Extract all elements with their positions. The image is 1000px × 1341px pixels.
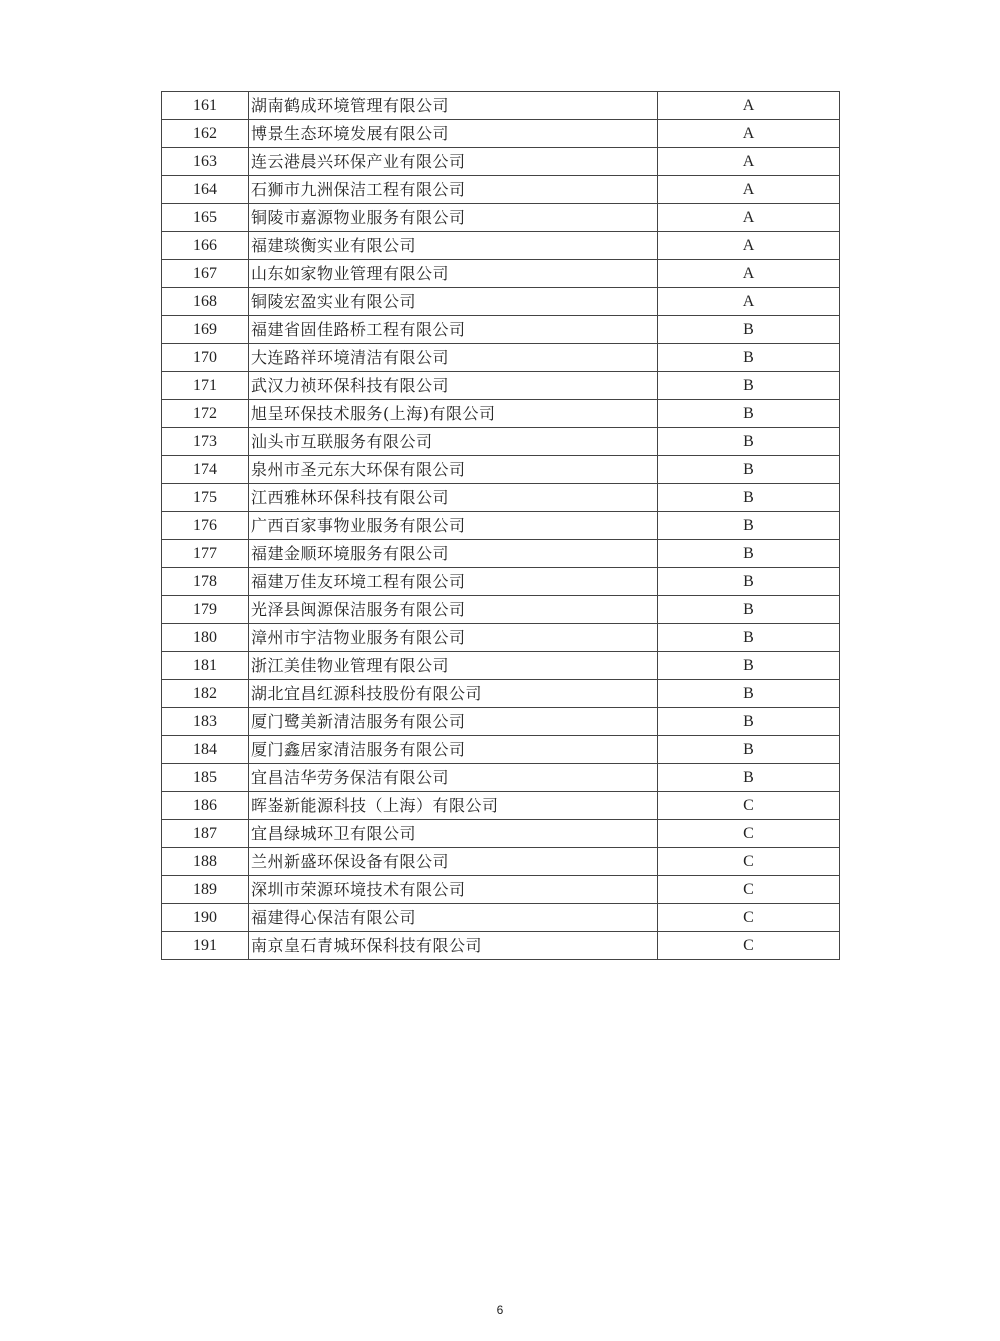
row-number-cell: 169 <box>162 316 249 344</box>
grade-cell: B <box>658 540 840 568</box>
company-name-cell: 连云港晨兴环保产业有限公司 <box>249 148 658 176</box>
table-row <box>162 848 840 876</box>
company-name-cell: 石狮市九洲保洁工程有限公司 <box>249 176 658 204</box>
grade-cell: B <box>658 652 840 680</box>
grade-cell: B <box>658 708 840 736</box>
grade-cell: A <box>658 120 840 148</box>
table-row <box>162 484 840 512</box>
grade-cell: C <box>658 820 840 848</box>
company-name-cell: 福建万佳友环境工程有限公司 <box>249 568 658 596</box>
grade-cell: B <box>658 428 840 456</box>
company-name-cell: 福建省固佳路桥工程有限公司 <box>249 316 658 344</box>
table-row <box>162 624 840 652</box>
table-row <box>162 680 840 708</box>
table-row <box>162 596 840 624</box>
row-number-cell: 172 <box>162 400 249 428</box>
company-name-cell: 福建琰衡实业有限公司 <box>249 232 658 260</box>
company-name-cell: 南京皇石青城环保科技有限公司 <box>249 932 658 960</box>
row-number-cell: 184 <box>162 736 249 764</box>
table-row <box>162 400 840 428</box>
company-name-cell: 湖南鹤成环境管理有限公司 <box>249 92 658 120</box>
grade-cell: B <box>658 568 840 596</box>
company-name-cell: 宜昌绿城环卫有限公司 <box>249 820 658 848</box>
row-number-cell: 162 <box>162 120 249 148</box>
row-number-cell: 188 <box>162 848 249 876</box>
grade-cell: C <box>658 904 840 932</box>
company-name-cell: 浙江美佳物业管理有限公司 <box>249 652 658 680</box>
company-name-cell: 山东如家物业管理有限公司 <box>249 260 658 288</box>
row-number-cell: 190 <box>162 904 249 932</box>
table-row <box>162 512 840 540</box>
table-row <box>162 568 840 596</box>
grade-cell: B <box>658 456 840 484</box>
table-row <box>162 428 840 456</box>
row-number-cell: 180 <box>162 624 249 652</box>
grade-cell: B <box>658 484 840 512</box>
company-name-cell: 铜陵市嘉源物业服务有限公司 <box>249 204 658 232</box>
grade-cell: C <box>658 848 840 876</box>
table-row <box>162 148 840 176</box>
grade-cell: A <box>658 92 840 120</box>
company-name-cell: 汕头市互联服务有限公司 <box>249 428 658 456</box>
grade-cell: B <box>658 764 840 792</box>
row-number-cell: 176 <box>162 512 249 540</box>
company-name-cell: 大连路祥环境清洁有限公司 <box>249 344 658 372</box>
row-number-cell: 178 <box>162 568 249 596</box>
grade-cell: B <box>658 512 840 540</box>
company-name-cell: 博景生态环境发展有限公司 <box>249 120 658 148</box>
grade-cell: B <box>658 400 840 428</box>
grade-cell: A <box>658 176 840 204</box>
grade-cell: C <box>658 932 840 960</box>
table-row <box>162 820 840 848</box>
company-name-cell: 晖崟新能源科技（上海）有限公司 <box>249 792 658 820</box>
row-number-cell: 167 <box>162 260 249 288</box>
table-row <box>162 316 840 344</box>
grade-cell: A <box>658 232 840 260</box>
company-name-cell: 福建金顺环境服务有限公司 <box>249 540 658 568</box>
company-name-cell: 光泽县闽源保洁服务有限公司 <box>249 596 658 624</box>
company-name-cell: 宜昌洁华劳务保洁有限公司 <box>249 764 658 792</box>
row-number-cell: 166 <box>162 232 249 260</box>
table-row <box>162 120 840 148</box>
table-row <box>162 232 840 260</box>
table-row <box>162 652 840 680</box>
grade-cell: A <box>658 204 840 232</box>
company-name-cell: 福建得心保洁有限公司 <box>249 904 658 932</box>
grade-cell: B <box>658 624 840 652</box>
table-row <box>162 792 840 820</box>
table-row <box>162 876 840 904</box>
table-row <box>162 288 840 316</box>
company-name-cell: 漳州市宇洁物业服务有限公司 <box>249 624 658 652</box>
company-name-cell: 厦门鑫居家清洁服务有限公司 <box>249 736 658 764</box>
row-number-cell: 164 <box>162 176 249 204</box>
table-row <box>162 932 840 960</box>
grade-cell: C <box>658 876 840 904</box>
row-number-cell: 189 <box>162 876 249 904</box>
row-number-cell: 179 <box>162 596 249 624</box>
table-row <box>162 456 840 484</box>
company-name-cell: 广西百家事物业服务有限公司 <box>249 512 658 540</box>
table-row <box>162 204 840 232</box>
grade-cell: B <box>658 680 840 708</box>
row-number-cell: 186 <box>162 792 249 820</box>
row-number-cell: 177 <box>162 540 249 568</box>
grade-cell: B <box>658 372 840 400</box>
company-name-cell: 江西雅林环保科技有限公司 <box>249 484 658 512</box>
table-row <box>162 540 840 568</box>
company-name-cell: 湖北宜昌红源科技股份有限公司 <box>249 680 658 708</box>
company-name-cell: 旭呈环保技术服务(上海)有限公司 <box>249 400 658 428</box>
grade-cell: A <box>658 288 840 316</box>
grade-cell: C <box>658 792 840 820</box>
grade-cell: A <box>658 260 840 288</box>
company-name-cell: 武汉力祯环保科技有限公司 <box>249 372 658 400</box>
company-name-cell: 厦门鹭美新清洁服务有限公司 <box>249 708 658 736</box>
table-row <box>162 736 840 764</box>
row-number-cell: 168 <box>162 288 249 316</box>
company-name-cell: 泉州市圣元东大环保有限公司 <box>249 456 658 484</box>
row-number-cell: 175 <box>162 484 249 512</box>
grade-cell: B <box>658 344 840 372</box>
grade-cell: B <box>658 596 840 624</box>
row-number-cell: 171 <box>162 372 249 400</box>
row-number-cell: 165 <box>162 204 249 232</box>
grade-cell: B <box>658 736 840 764</box>
table-row <box>162 372 840 400</box>
table-row <box>162 176 840 204</box>
table-row <box>162 904 840 932</box>
row-number-cell: 170 <box>162 344 249 372</box>
row-number-cell: 187 <box>162 820 249 848</box>
row-number-cell: 183 <box>162 708 249 736</box>
row-number-cell: 174 <box>162 456 249 484</box>
row-number-cell: 161 <box>162 92 249 120</box>
row-number-cell: 163 <box>162 148 249 176</box>
table-row <box>162 708 840 736</box>
company-grade-table <box>161 91 840 960</box>
row-number-cell: 173 <box>162 428 249 456</box>
table-row <box>162 260 840 288</box>
page-number: 6 <box>496 1303 504 1317</box>
row-number-cell: 182 <box>162 680 249 708</box>
grade-cell: B <box>658 316 840 344</box>
table-row <box>162 92 840 120</box>
table-row <box>162 764 840 792</box>
row-number-cell: 181 <box>162 652 249 680</box>
table-row <box>162 344 840 372</box>
company-name-cell: 深圳市荣源环境技术有限公司 <box>249 876 658 904</box>
company-name-cell: 兰州新盛环保设备有限公司 <box>249 848 658 876</box>
row-number-cell: 191 <box>162 932 249 960</box>
grade-cell: A <box>658 148 840 176</box>
row-number-cell: 185 <box>162 764 249 792</box>
company-name-cell: 铜陵宏盈实业有限公司 <box>249 288 658 316</box>
table-body <box>162 92 840 960</box>
